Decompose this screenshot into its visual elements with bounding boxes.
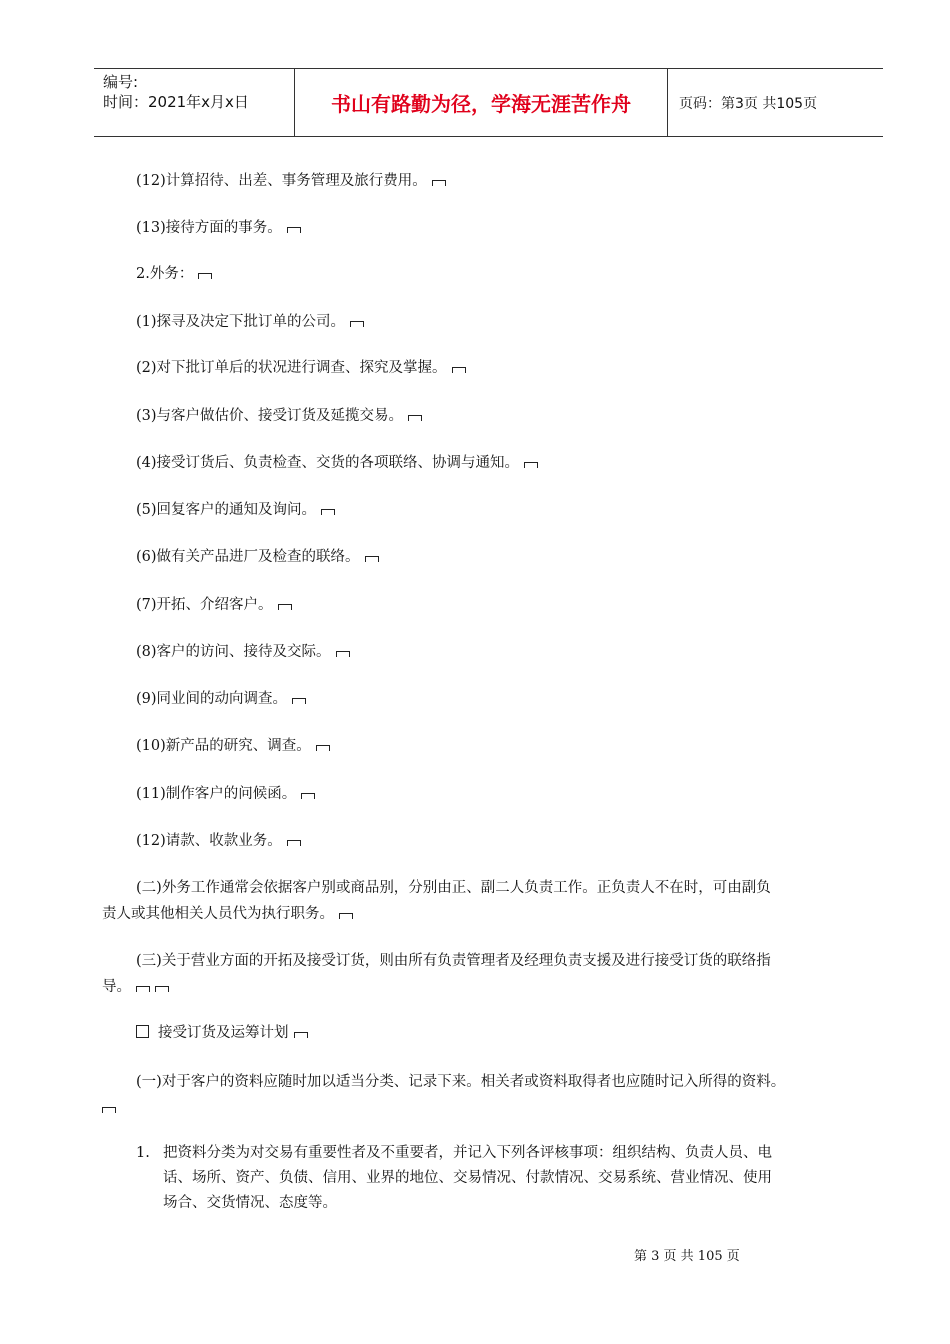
document-number-label: 编号: <box>103 73 139 91</box>
paragraph-mark-icon <box>292 698 306 704</box>
paragraph-mark-icon <box>524 462 538 468</box>
paragraph-mark-icon <box>102 1107 116 1113</box>
paragraph-mark-icon <box>350 321 364 327</box>
header-meta <box>94 69 295 136</box>
paragraph-mark-icon <box>287 840 301 846</box>
paragraph-4-line-2 <box>102 1096 116 1121</box>
list-item: (1)探寻及决定下批订单的公司。 <box>136 310 364 335</box>
paragraph-mark-icon <box>198 273 212 279</box>
list-item: (10)新产品的研究、调查。 <box>136 734 330 759</box>
header-page-cell <box>668 69 883 136</box>
list-item-1-line-3: 场合、交货情况、态度等。 <box>163 1195 337 1211</box>
list-item: (8)客户的访问、接待及交际。 <box>136 640 350 665</box>
paragraph-2-line-2: 责人或其他相关人员代为执行职务。 <box>102 902 353 927</box>
paragraph-2-line-1: (二)外务工作通常会依据客户别或商品别，分别由正、副二人负责工作。正负责人不在时，可由副负 <box>136 880 771 896</box>
paragraph-mark-icon <box>365 556 379 562</box>
list-item: (4)接受订货后、负责检查、交货的各项联络、协调与通知。 <box>136 451 538 476</box>
header-motto-cell <box>295 69 668 136</box>
list-item: (6)做有关产品进厂及检查的联络。 <box>136 545 379 570</box>
paragraph-3-line-2: 导。 <box>102 975 169 1000</box>
list-item: (12)请款、收款业务。 <box>136 829 301 854</box>
paragraph-mark-icon <box>301 793 315 799</box>
list-item: (2)对下批订单后的状况进行调查、探究及掌握。 <box>136 356 466 381</box>
section-label-outside-affairs: 2.外务： <box>136 262 212 287</box>
section-heading: 接受订货及运筹计划 <box>136 1021 308 1046</box>
list-item-1-line-2: 话、场所、资产、负债、信用、业界的地位、交易情况、付款情况、交易系统、营业情况、使用 <box>163 1170 772 1186</box>
paragraph-mark-icon <box>287 227 301 233</box>
header-page-label: 页码：第3页 共105页 <box>679 95 818 112</box>
paragraph-mark-icon <box>294 1032 308 1038</box>
page-header <box>94 68 883 137</box>
list-item: (12)计算招待、出差、事务管理及旅行费用。 <box>136 169 446 194</box>
paragraph-4-line-1: (一)对于客户的资料应随时加以适当分类、记录下来。相关者或资料取得者也应随时记入所得的资料。 <box>136 1074 786 1090</box>
list-item-1-line-1: 把资料分类为对交易有重要性者及不重要者，并记入下列各评核事项：组织结构、负责人员、电 <box>163 1145 772 1161</box>
list-item: (11)制作客户的问候函。 <box>136 782 315 807</box>
paragraph-mark-icon <box>452 367 466 373</box>
page-footer: 第 3 页 共 105 页 <box>634 1249 740 1264</box>
paragraph-mark-icon <box>408 415 422 421</box>
document-time-label: 时间：2021年x月x日 <box>103 93 249 111</box>
paragraph-3-line-1: (三)关于营业方面的开拓及接受订货，则由所有负责管理者及经理负责支援及进行接受订货的联络指 <box>136 953 771 969</box>
paragraph-mark-icon <box>432 180 446 186</box>
paragraph-mark-icon <box>339 913 353 919</box>
paragraph-mark-icon <box>336 651 350 657</box>
paragraph-mark-icon <box>136 986 150 992</box>
paragraph-mark-icon <box>316 745 330 751</box>
paragraph-mark-icon <box>278 604 292 610</box>
paragraph-mark-icon <box>321 509 335 515</box>
list-item: (5)回复客户的通知及询问。 <box>136 498 335 523</box>
header-motto: 书山有路勤为径，学海无涯苦作舟 <box>331 92 631 116</box>
list-item: (3)与客户做估价、接受订货及延揽交易。 <box>136 404 422 429</box>
list-item-1-number: 1. <box>136 1145 150 1161</box>
list-item: (13)接待方面的事务。 <box>136 216 301 241</box>
paragraph-mark-icon <box>155 986 169 992</box>
list-item: (7)开拓、介绍客户。 <box>136 593 292 618</box>
checkbox-icon <box>136 1025 149 1038</box>
list-item: (9)同业间的动向调查。 <box>136 687 306 712</box>
